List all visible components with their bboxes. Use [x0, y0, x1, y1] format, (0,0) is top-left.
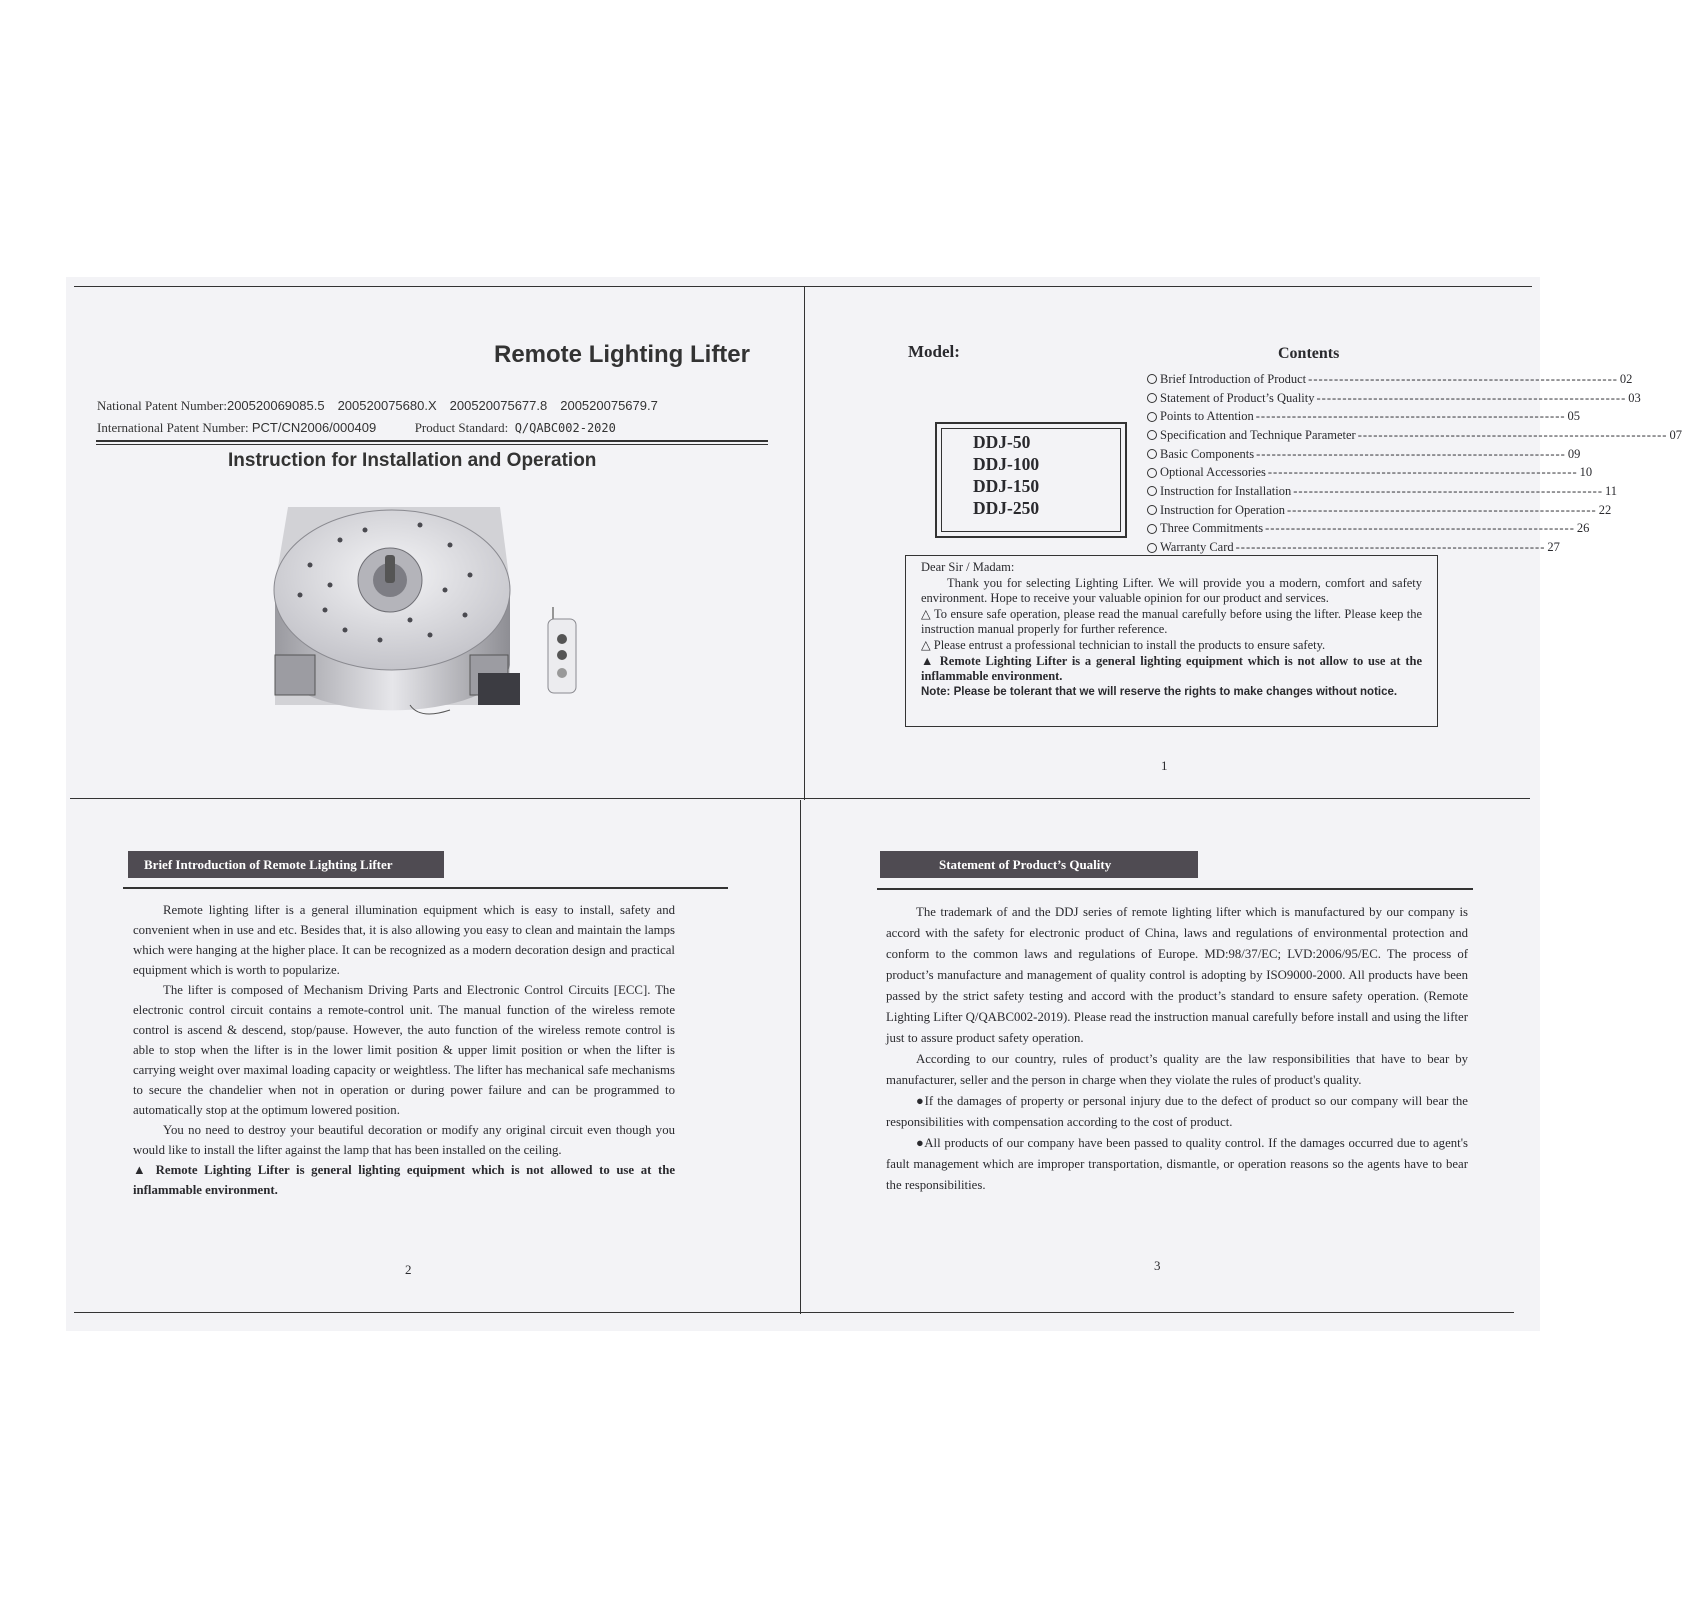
toc-item: Instruction for Installation ------------------------------------------------------------ 11	[1147, 482, 1445, 501]
toc-item: Optional Accessories ------------------------------------------------------------ 10	[1147, 463, 1445, 482]
vertical-fold-line-bottom	[800, 800, 801, 1314]
vertical-fold-line-top	[804, 286, 805, 800]
toc-page: 27	[1547, 540, 1560, 555]
remote-down-button	[557, 650, 567, 660]
circle-bullet-icon	[1147, 505, 1157, 515]
toc-item: Basic Components ------------------------------------------------------------ 09	[1147, 445, 1445, 464]
product-standard-label: Product Standard:	[414, 420, 509, 435]
body-paragraph: Remote lighting lifter is a general illumination equipment which is easy to install, safety and convenient when in use and etc. Besides that, it is also allowing you easy to clean and maintain the lamps which were hanging at the higher place. It can be recognized as a modern decoration design and practical equipment which is worth to popularize.	[133, 903, 675, 977]
toc-label: Warranty Card	[1160, 540, 1234, 555]
toc-page: 22	[1598, 502, 1612, 517]
header-rule-thick	[96, 440, 768, 442]
section-title-bar: Statement of Product’s Quality	[880, 851, 1198, 878]
top-border-line	[74, 286, 1532, 287]
toc-page: 07	[1669, 427, 1682, 442]
toc-item: Instruction for Operation ------------------------------------------------------------ 22	[1147, 501, 1445, 520]
intro-body	[133, 900, 675, 1200]
toc-label: Statement of Product’s Quality	[1160, 390, 1315, 405]
toc-item: Statement of Product’s Quality ------------------------------------------------------------ 03	[1147, 389, 1445, 408]
toc-page: 11	[1605, 483, 1618, 498]
section-title-bar: Brief Introduction of Remote Lighting Lifter	[128, 851, 444, 878]
body-paragraph: ●All products of our company have been passed to quality control. If the damages occurred due to agent's fault management which are improper transportation, dismantle, or operation reasons so the agents have to bear the responsibilities.	[886, 1136, 1468, 1192]
international-patent-number: PCT/CN2006/000409	[251, 420, 377, 435]
model-name: DDJ-150	[973, 476, 1040, 496]
national-patent-line	[97, 398, 658, 414]
toc-label: Three Commitments	[1160, 521, 1264, 536]
mount-bracket-left	[275, 655, 315, 695]
model-name: DDJ-250	[973, 498, 1040, 518]
lifter-product-photo	[270, 505, 535, 725]
letter-paragraph: △ Please entrust a professional technician to install the products to ensure safety.	[921, 637, 1326, 652]
circle-bullet-icon	[1147, 449, 1157, 459]
contents-title: Contents	[1278, 345, 1340, 362]
toc-page: 26	[1576, 521, 1590, 536]
letter-note: Note: Please be tolerant that we will reserve the rights to make changes without notice.	[921, 685, 1398, 698]
toc-item: Specification and Technique Parameter ------------------------------------------------------------ 07	[1147, 426, 1445, 445]
circle-bullet-icon	[1147, 468, 1157, 478]
warning-paragraph: ▲ Remote Lighting Lifter is general lighting equipment which is not allowed to use at the inflammable environment.	[133, 1163, 675, 1197]
hook-shaft	[385, 555, 395, 583]
remote-logo	[557, 668, 567, 678]
toc-label: Points to Attention	[1160, 409, 1254, 424]
letter-greeting: Dear Sir / Madam:	[921, 560, 1015, 574]
letter-paragraph: △ To ensure safe operation, please read the manual carefully before using the lifter. Please keep the instruction manual properly for further reference.	[921, 606, 1422, 637]
toc-item: Three Commitments ------------------------------------------------------------ 26	[1147, 520, 1445, 539]
circle-bullet-icon	[1147, 486, 1157, 496]
toc-item: Points to Attention ------------------------------------------------------------ 05	[1147, 407, 1445, 426]
national-patent-label: National Patent Number:	[97, 398, 227, 413]
toc-label: Instruction for Installation	[1160, 483, 1292, 498]
toc-label: Brief Introduction of Product	[1160, 371, 1307, 386]
circle-bullet-icon	[1147, 393, 1157, 403]
instruction-heading: Instruction for Installation and Operation	[228, 450, 597, 471]
toc-page: 09	[1567, 446, 1581, 461]
letter-paragraph: Thank you for selecting Lighting Lifter. We will provide you a modern, comfort and safety environment. Hope to receive your valuable opinion for our product and services.	[921, 575, 1422, 606]
page-number: 2	[405, 1262, 412, 1277]
toc-item: Brief Introduction of Product ------------------------------------------------------------ 02	[1147, 370, 1445, 389]
welcome-letter	[905, 555, 1438, 727]
model-name: DDJ-100	[973, 454, 1040, 474]
page-title: Remote Lighting Lifter	[494, 341, 750, 368]
body-paragraph: You no need to destroy your beautiful decoration or modify any original circuit even though you would like to install the lifter against the lamp that has been installed on the ceiling.	[133, 1123, 675, 1157]
international-patent-label: International Patent Number:	[97, 420, 249, 435]
patent-number: 200520069085.5	[226, 398, 325, 413]
body-paragraph: According to our country, rules of product’s quality are the law responsibilities that have to bear by manufacturer, seller and the person in charge when they violate the rules of product's quality.	[886, 1052, 1468, 1087]
product-standard-value: Q/QABC002-2020	[514, 421, 616, 435]
patent-number: 200520075679.7	[560, 398, 658, 413]
model-list-box	[935, 422, 1127, 538]
toc-page: 02	[1619, 371, 1633, 386]
patent-number: 200520075677.8	[449, 398, 548, 413]
page-number: 1	[1161, 758, 1168, 773]
body-paragraph: The trademark of and the DDJ series of remote lighting lifter which is manufactured by our company is accord with the safety for electronic product of China, laws and regulations of environmental protection and conform to the common laws and regulations of Europe. MD:98/37/EC; LVD:2006/95/EC. The process of product’s manufacture and management of quality control is adopting by ISO9000-2000. All products have been passed by the strict safety testing and accord with the product’s standard to ensure safety operation. (Remote Lighting Lifter Q/QABC002-2019). Please read the instruction manual carefully before install and using the lifter just to assure product safety operation.	[886, 905, 1468, 1045]
toc-page: 03	[1628, 390, 1641, 405]
international-patent-line	[97, 420, 616, 436]
model-name: DDJ-50	[973, 432, 1031, 452]
circle-bullet-icon	[1147, 524, 1157, 534]
table-of-contents	[1147, 370, 1682, 557]
page-number: 3	[1154, 1258, 1161, 1273]
remote-control-image	[545, 605, 581, 697]
section-rule	[123, 887, 728, 889]
circle-bullet-icon	[1147, 374, 1157, 384]
header-rule-thin	[96, 444, 768, 445]
quality-body	[886, 902, 1468, 1196]
circle-bullet-icon	[1147, 543, 1157, 553]
toc-page: 05	[1567, 409, 1581, 424]
circle-bullet-icon	[1147, 430, 1157, 440]
toc-label: Optional Accessories	[1160, 465, 1266, 480]
body-paragraph: ●If the damages of property or personal injury due to the defect of product so our company will bear the responsibilities with compensation according to the cost of product.	[886, 1094, 1468, 1129]
toc-label: Specification and Technique Parameter	[1160, 427, 1356, 442]
bottom-border-line	[74, 1312, 1514, 1313]
body-paragraph: The lifter is composed of Mechanism Driving Parts and Electronic Control Circuits [ECC]. The electronic control circuit contains a remote-control unit. The manual function of the wireless remote control is ascend & descend, stop/pause. However, the auto function of the wireless remote control is able to stop when the lifter is in the lower limit position & upper limit position or when the lifter is carrying weight over maximal loading capacity or weightless. The lifter has mechanical safe mechanisms to secure the chandelier when not in operation or during power failure and can be programmed to automatically stop at the optimum lowered position.	[133, 983, 675, 1117]
terminal-block	[478, 673, 520, 705]
letter-warning: ▲ Remote Lighting Lifter is a general lighting equipment which is not allow to use at the inflammable environment.	[921, 653, 1422, 684]
circle-bullet-icon	[1147, 412, 1157, 422]
model-label: Model:	[908, 342, 960, 361]
middle-fold-line	[70, 798, 1530, 799]
patent-number: 200520075680.X	[337, 398, 437, 413]
section-rule	[877, 888, 1473, 890]
remote-up-button	[557, 634, 567, 644]
toc-label: Basic Components	[1160, 446, 1255, 461]
toc-label: Instruction for Operation	[1160, 502, 1285, 517]
toc-page: 10	[1579, 465, 1593, 480]
toc-item: Warranty Card ------------------------------------------------------------ 27	[1147, 538, 1445, 557]
